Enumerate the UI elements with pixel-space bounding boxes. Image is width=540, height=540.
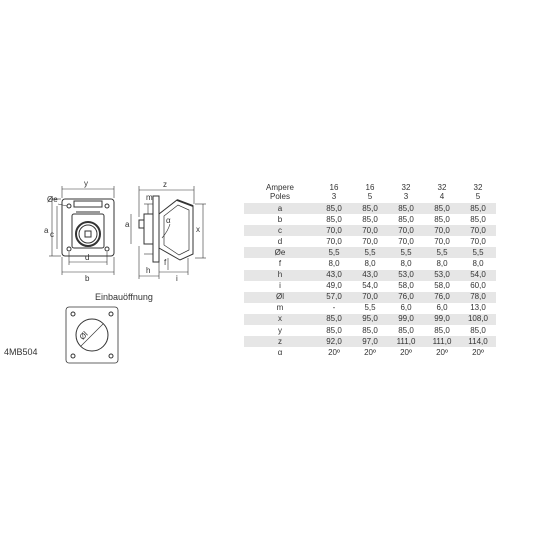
value-cell: 85,0 [424,203,460,214]
value-cell: 5,5 [460,247,496,258]
table-row [244,270,496,281]
param-cell: h [244,270,316,281]
param-cell: α [277,347,283,357]
table-row [244,336,496,347]
value-cell: 8,0 [328,259,340,269]
value-cell: 85,0 [326,214,342,224]
table-row [244,236,496,247]
header-ampere-label: Ampere [265,183,294,192]
product-code: 4MB504 [4,347,38,357]
value-cell: - [332,303,336,313]
header-ampere: 16 [365,183,375,192]
value-cell: 13,0 [470,303,486,313]
value-cell: 54,0 [460,270,496,281]
value-cell: 92,0 [316,336,352,347]
value-cell: 6,0 [400,303,412,313]
value-cell: 54,0 [362,281,378,291]
value-cell: 70,0 [352,292,388,303]
table-row [244,214,496,225]
dim-label-alpha: α [166,216,171,225]
header-poles: 4 [439,192,445,201]
param-cell: Øe [244,247,316,258]
value-cell: 5,5 [364,303,376,313]
table-row [244,303,496,314]
value-cell: 85,0 [316,203,352,214]
value-cell: 85,0 [460,203,496,214]
value-cell: 43,0 [316,270,352,281]
value-cell: 99,0 [424,314,460,325]
value-cell: 6,0 [436,303,448,313]
value-cell: 20º [400,347,412,357]
value-cell: 70,0 [434,236,450,246]
value-cell: 8,0 [436,259,448,269]
cutout-view [66,307,118,363]
table-row [244,203,496,214]
header-ampere: 16 [329,183,339,192]
value-cell: 78,0 [460,292,496,303]
value-cell: 85,0 [362,214,378,224]
value-cell: 20º [436,347,448,357]
value-cell: 85,0 [352,203,388,214]
value-cell: 85,0 [316,314,352,325]
value-cell: 58,0 [398,281,414,291]
dim-label-a: a [44,226,49,235]
header-col [460,181,496,203]
value-cell: 43,0 [352,270,388,281]
dim-label-a-side: a [125,220,130,229]
value-cell: 5,5 [388,247,424,258]
param-cell: a [244,203,316,214]
value-cell: 85,0 [326,325,342,335]
value-cell: 95,0 [352,314,388,325]
table-row [244,258,496,269]
value-cell: 111,0 [424,336,460,347]
cutout-title: Einbauöffnung [95,292,153,302]
value-cell: 76,0 [424,292,460,303]
dim-label-b: b [85,274,90,283]
value-cell: 70,0 [424,225,460,236]
param-cell: m [276,303,284,313]
value-cell: 70,0 [388,225,424,236]
value-cell: 8,0 [400,259,412,269]
header-col [352,181,388,203]
dim-label-z: z [163,180,167,189]
dim-label-f: f [164,258,167,267]
dim-label-oe: Øe [47,195,58,204]
param-cell: Øl [244,292,316,303]
dim-label-i: i [176,274,178,283]
header-ampere: 32 [437,183,447,192]
header-poles: 3 [403,192,409,201]
value-cell: 53,0 [424,270,460,281]
dim-label-ol: Øl [77,329,90,342]
param-cell: f [278,259,282,269]
side-view [131,186,206,279]
value-cell: 108,0 [460,314,496,325]
value-cell: 49,0 [326,281,342,291]
table-row [244,281,496,292]
header-poles-label: Poles [269,192,290,201]
value-cell: 76,0 [388,292,424,303]
value-cell: 20º [364,347,376,357]
table-row [244,292,496,303]
table-row [244,347,496,358]
header-col [424,181,460,203]
value-cell: 85,0 [470,214,486,224]
header-col [316,181,352,203]
value-cell: 70,0 [326,236,342,246]
value-cell: 70,0 [362,236,378,246]
value-cell: 57,0 [316,292,352,303]
header-col [388,181,424,203]
value-cell: 60,0 [470,281,486,291]
dim-label-x: x [196,225,200,234]
header-poles: 5 [367,192,373,201]
value-cell: 20º [472,347,484,357]
value-cell: 70,0 [398,236,414,246]
value-cell: 70,0 [470,236,486,246]
value-cell: 85,0 [398,325,414,335]
dim-label-h: h [146,266,151,275]
value-cell: 8,0 [364,259,376,269]
table-header-row [244,181,496,203]
value-cell: 111,0 [388,336,424,347]
value-cell: 70,0 [352,225,388,236]
value-cell: 5,5 [352,247,388,258]
value-cell: 85,0 [470,325,486,335]
value-cell: 5,5 [316,247,352,258]
value-cell: 70,0 [316,225,352,236]
dimension-table [244,181,496,358]
front-view [49,186,114,275]
value-cell: 8,0 [472,259,484,269]
value-cell: 114,0 [460,336,496,347]
value-cell: 97,0 [352,336,388,347]
param-cell: b [277,214,283,224]
table-row [244,225,496,236]
table-row [244,325,496,336]
value-cell: 53,0 [388,270,424,281]
dim-label-d: d [85,253,90,262]
header-param-cell [244,181,316,203]
value-cell: 85,0 [434,325,450,335]
value-cell: 99,0 [388,314,424,325]
value-cell: 85,0 [434,214,450,224]
header-ampere: 32 [473,183,483,192]
param-cell: z [244,336,316,347]
table-row [244,247,496,258]
dim-label-c: c [50,230,54,239]
param-cell: x [244,314,316,325]
value-cell: 5,5 [424,247,460,258]
value-cell: 85,0 [398,214,414,224]
param-cell: y [278,325,282,335]
param-cell: d [277,236,283,246]
dim-label-m: m [146,193,153,202]
param-cell: c [244,225,316,236]
header-ampere: 32 [401,183,411,192]
header-poles: 5 [475,192,481,201]
param-cell: i [279,281,281,291]
value-cell: 20º [328,347,340,357]
value-cell: 85,0 [362,325,378,335]
table-row [244,314,496,325]
header-poles: 3 [331,192,337,201]
value-cell: 58,0 [434,281,450,291]
dim-label-y: y [84,179,88,188]
value-cell: 70,0 [460,225,496,236]
value-cell: 85,0 [388,203,424,214]
